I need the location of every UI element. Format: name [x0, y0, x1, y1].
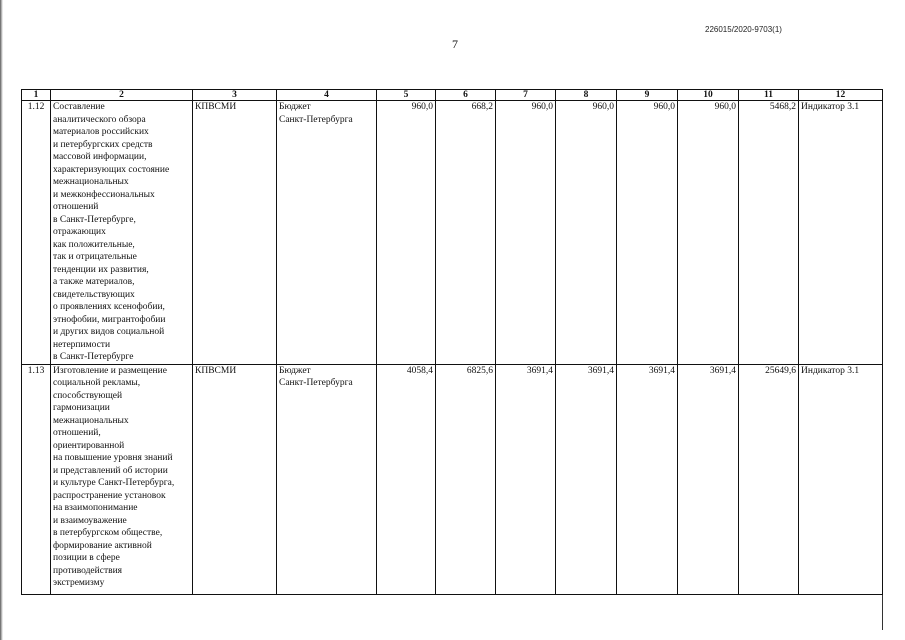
source-line: Бюджет [279, 365, 311, 376]
description-line: Составление [53, 102, 105, 112]
description-line: а также материалов, [53, 277, 135, 287]
row-value: 960,0 [377, 101, 436, 365]
description-line: в Санкт-Петербурге, [53, 214, 136, 225]
description-line: в Санкт-Петербурге [53, 352, 134, 362]
description-line: аналитического обзора [53, 114, 146, 125]
description-line: в петербургском обществе, [53, 528, 163, 538]
description-line: тенденции их развития, [53, 264, 149, 275]
row-description [51, 364, 193, 594]
column-header: 7 [496, 90, 556, 101]
description-line: свидетельствующих [53, 289, 135, 300]
column-header: 8 [556, 90, 617, 101]
description-line: и петербургских средств [53, 139, 153, 150]
description-line: на взаимопонимание [53, 503, 138, 513]
row-value: 960,0 [678, 101, 739, 365]
row-executor: КПВСМИ [193, 101, 277, 365]
description-line: межнациональных [53, 177, 129, 187]
column-header: 10 [678, 90, 739, 101]
row-number: 1.13 [22, 364, 51, 594]
column-header: 1 [22, 90, 51, 101]
row-indicator: Индикатор 3.1 [799, 101, 883, 365]
column-header: 2 [51, 90, 193, 101]
description-line: массовой информации, [53, 152, 147, 162]
description-line: ориентированной [53, 440, 125, 451]
row-value: 3691,4 [556, 364, 617, 594]
description-line: как положительные, [53, 239, 135, 250]
description-line: отношений, [53, 428, 101, 438]
description-line: так и отрицательные [53, 252, 137, 262]
description-line: гармонизации [53, 403, 110, 413]
row-value: 960,0 [556, 101, 617, 365]
description-line: экстремизму [53, 578, 105, 588]
source-line: Санкт-Петербурга [279, 378, 353, 388]
description-line: на повышение уровня знаний [53, 453, 173, 463]
row-value: 4058,4 [377, 364, 436, 594]
description-line: отражающих [53, 227, 106, 237]
row-description [51, 101, 193, 365]
description-line: способствующей [53, 390, 123, 401]
row-indicator: Индикатор 3.1 [799, 364, 883, 594]
description-line: о проявлениях ксенофобии, [53, 302, 165, 312]
source-line: Бюджет [279, 102, 311, 112]
source-line: Санкт-Петербурга [279, 114, 353, 125]
column-header: 6 [436, 90, 496, 101]
table-header-row [22, 90, 883, 101]
row-value: 3691,4 [678, 364, 739, 594]
row-value: 3691,4 [496, 364, 556, 594]
table-row [22, 364, 883, 594]
row-funding-source [277, 101, 377, 365]
description-line: Изготовление и размещение [53, 365, 167, 376]
row-number: 1.12 [22, 101, 51, 365]
row-value: 3691,4 [617, 364, 678, 594]
column-header: 3 [193, 90, 277, 101]
row-executor: КПВСМИ [193, 364, 277, 594]
column-header: 11 [739, 90, 799, 101]
description-line: этнофобии, мигрантофобии [53, 314, 166, 325]
description-line: нетерпимости [53, 339, 111, 350]
description-line: материалов российских [53, 127, 149, 137]
description-line: отношений [53, 202, 99, 212]
description-line: и взаимоуважение [53, 515, 127, 526]
description-line: распространение установок [53, 490, 166, 501]
scan-left-edge [0, 0, 3, 640]
document-reference: 226015/2020-9703(1) [705, 25, 782, 34]
column-header: 9 [617, 90, 678, 101]
description-line: межнациональных [53, 415, 129, 426]
description-line: позиции в сфере [53, 553, 120, 563]
row-total: 5468,2 [739, 101, 799, 365]
program-table [21, 89, 883, 595]
row-value: 960,0 [496, 101, 556, 365]
description-line: и межконфессиональных [53, 189, 155, 200]
row-value: 6825,6 [436, 364, 496, 594]
column-header: 12 [799, 90, 883, 101]
description-line: характеризующих состояние [53, 164, 170, 175]
row-funding-source [277, 364, 377, 594]
description-line: противодействия [53, 565, 123, 576]
description-line: социальной рекламы, [53, 378, 141, 388]
row-value: 960,0 [617, 101, 678, 365]
description-line: и культуре Санкт-Петербурга, [53, 478, 175, 488]
column-header: 5 [377, 90, 436, 101]
table-row [22, 101, 883, 365]
page-number: 7 [452, 37, 458, 51]
row-total: 25649,6 [739, 364, 799, 594]
description-line: и представлений об истории [53, 465, 168, 476]
row-value: 668,2 [436, 101, 496, 365]
column-header: 4 [277, 90, 377, 101]
description-line: и других видов социальной [53, 327, 165, 337]
description-line: формирование активной [53, 540, 152, 551]
